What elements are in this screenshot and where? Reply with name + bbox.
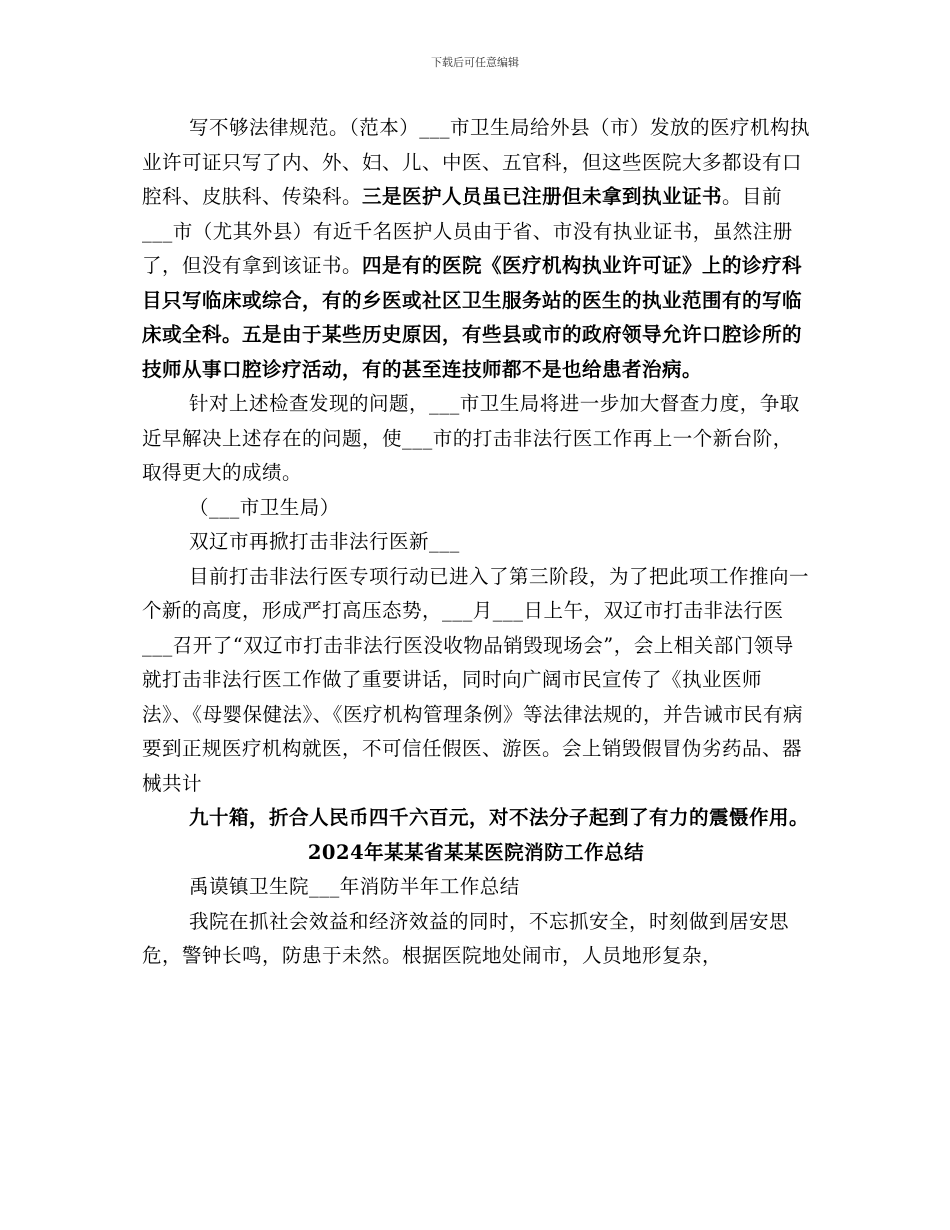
- paragraph-5: 目前打击非法行医专项行动已进入了第三阶段，为了把此项工作推向一个新的高度，形成严打高压态势，___月___日上午，双辽市打击非法行医___召开了“双辽市打击非法行医没收物品销毁现场会”，会上相关部门领导就打击非法行医工作做了重要讲话，同时向广阔市民宣传了《执业医师法》、《母婴保健法》、《医疗机构管理条例》等法律法规的，并告诫市民有病要到正规医疗机构就医，不可信任假医、游医。会上销毁假冒伪劣药品、器械共计: [142, 564, 810, 795]
- section-subtitle: 禹谟镇卫生院___年消防半年工作总结: [189, 875, 520, 898]
- document-body: [142, 111, 810, 974]
- paragraph-1-text-b: 。目前___市（尤其外县）有近千名医护人员由于省、市没有执业证书，虽然注册了，但没有拿到该证书。: [142, 185, 793, 277]
- paragraph-6: 九十箱，折合人民币四千六百元，对不法分子起到了有力的震慑作用。: [189, 806, 810, 829]
- paragraph-8: 我院在抓社会效益和经济效益的同时，不忘抓安全，时刻做到居安思危，警钟长鸣，防患于未然。根据医院地处闹市，人员地形复杂，: [142, 909, 790, 967]
- paragraph-2: 针对上述检查发现的问题，___市卫生局将进一步加大督查力度，争取近早解决上述存在的问题，使___市的打击非法行医工作再上一个新台阶，取得更大的成绩。: [142, 392, 800, 484]
- paragraph-1-bold-b: 四是有的医院《医疗机构执业许可证》上的诊疗科目只写临床或综合，有的乡医或社区卫生服务站的医生的执业范围有的写临床或全科。五是由于某些历史原因，有些县或市的政府领导允许口腔诊所的技师从事口腔诊疗活动，有的甚至连技师都不是也给患者治病。: [142, 254, 803, 381]
- paragraph-1: [142, 111, 810, 387]
- section-title: 2024年某某省某某医院消防工作总结: [307, 840, 645, 864]
- paragraph-1-text-a: 写不够法律规范。（范本）___市卫生局给外县（市）发放的医疗机构执业许可证只写了内、外、妇、儿、中医、五官科，但这些医院大多都设有口腔科、皮肤科、传染科。: [142, 116, 811, 208]
- header-note: 下载后可任意编辑: [431, 56, 519, 69]
- news-title: 双辽市再掀打击非法行医新___: [189, 530, 460, 553]
- signature-line: （___市卫生局）: [189, 495, 340, 519]
- paragraph-1-bold-a: 三是医护人员虽已注册但未拿到执业证书: [362, 185, 723, 208]
